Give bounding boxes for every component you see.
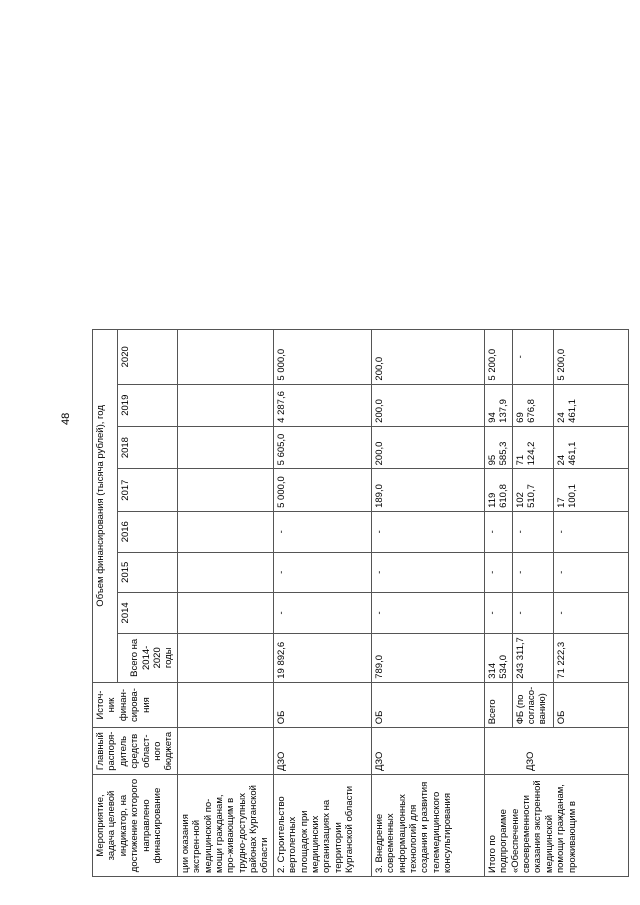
row-year-value: 5 200,0	[484, 330, 512, 385]
row-year-value: 4 287,6	[273, 384, 371, 426]
row-year-value	[177, 592, 273, 633]
row-year-value: 17 100,1	[553, 469, 628, 512]
row-year-value	[177, 384, 273, 426]
row-total: 71 222,3	[553, 633, 628, 682]
row-year-value: 5 605,0	[273, 426, 371, 469]
row-source: ФБ (по согласо-ванию)	[512, 682, 553, 728]
row-manager	[177, 728, 273, 775]
row-year-value: -	[273, 552, 371, 592]
row-year-value: 71 124,2	[512, 426, 553, 469]
row-year-value: -	[273, 511, 371, 552]
row-year-value: -	[553, 592, 628, 633]
row-year-value: -	[512, 592, 553, 633]
row-total: 243 311,7	[512, 633, 553, 682]
header-funding-group: Объем финансирования (тысяча рублей), год	[93, 330, 118, 683]
row-manager: ДЗО	[273, 728, 371, 775]
row-year-value: -	[512, 511, 553, 552]
row-year-value: -	[371, 552, 484, 592]
row-year-value: 119 610,8	[484, 469, 512, 512]
header-source: Источ-ник финан-сирова-ния	[93, 682, 178, 728]
row-source: Всего	[484, 682, 512, 728]
table-row	[273, 330, 371, 877]
header-year: 2017	[117, 469, 177, 512]
row-source: ОБ	[273, 682, 371, 728]
table-row	[371, 330, 484, 877]
row-year-value: 94 137,9	[484, 384, 512, 426]
row-year-value	[177, 330, 273, 385]
header-activity: Мероприятие, задача целевой индикатор, на достижение которого направлено финансирование	[93, 775, 178, 877]
funding-table	[92, 329, 629, 877]
row-year-value: -	[512, 330, 553, 385]
row-total	[177, 633, 273, 682]
row-year-value	[177, 552, 273, 592]
header-year: 2015	[117, 552, 177, 592]
row-source	[177, 682, 273, 728]
table-row	[177, 330, 273, 877]
row-year-value: -	[512, 552, 553, 592]
row-activity: 2. Строительство вертолетных площадок при медицинских организациях на территории Курганской области	[273, 775, 371, 877]
row-year-value: -	[553, 511, 628, 552]
header-year: 2019	[117, 384, 177, 426]
row-year-value: 5 000,0	[273, 469, 371, 512]
row-manager: ДЗО	[484, 728, 628, 775]
row-year-value: -	[371, 511, 484, 552]
row-total: 789,0	[371, 633, 484, 682]
row-year-value: 5 000,0	[273, 330, 371, 385]
row-year-value	[177, 426, 273, 469]
row-manager: ДЗО	[371, 728, 484, 775]
page-number: 48	[60, 412, 72, 425]
row-total: 19 892,6	[273, 633, 371, 682]
row-year-value: -	[484, 511, 512, 552]
row-year-value	[177, 511, 273, 552]
row-year-value	[177, 469, 273, 512]
row-activity: 3. Внедрение современных информационных технологий для создания и развития телемедицинского консультирования	[371, 775, 484, 877]
row-year-value: 200,0	[371, 330, 484, 385]
row-year-value: 5 200,0	[553, 330, 628, 385]
row-activity: Итого по подпрограмме «Обеспечение своевременности оказания экстренной медицинской помощи гражданам, проживающим в	[484, 775, 628, 877]
row-total: 314 534,0	[484, 633, 512, 682]
header-year: 2014	[117, 592, 177, 633]
header-year: 2020	[117, 330, 177, 385]
row-year-value: -	[371, 592, 484, 633]
row-year-value: -	[484, 552, 512, 592]
row-source: ОБ	[371, 682, 484, 728]
row-year-value: -	[484, 592, 512, 633]
header-total: Всего на 2014-2020 годы	[117, 633, 177, 682]
row-year-value: 95 585,3	[484, 426, 512, 469]
row-year-value: 189,0	[371, 469, 484, 512]
row-year-value: 69 676,8	[512, 384, 553, 426]
header-year: 2016	[117, 511, 177, 552]
row-year-value: 24 461,1	[553, 426, 628, 469]
header-year: 2018	[117, 426, 177, 469]
row-source: ОБ	[553, 682, 628, 728]
row-year-value: 200,0	[371, 426, 484, 469]
header-manager: Главный распоря-дитель средств област-ного бюджета	[93, 728, 178, 775]
row-year-value: 24 461,1	[553, 384, 628, 426]
row-year-value: 102 510,7	[512, 469, 553, 512]
row-activity: ции оказания экстрен-ной медицинской по-мощи гражданам, про-живающим в трудно-доступных районах Курганской области	[177, 775, 273, 877]
rotated-table-wrapper	[92, 329, 629, 877]
row-year-value: 200,0	[371, 384, 484, 426]
row-year-value: -	[273, 592, 371, 633]
table-row	[484, 330, 512, 877]
row-year-value: -	[553, 552, 628, 592]
